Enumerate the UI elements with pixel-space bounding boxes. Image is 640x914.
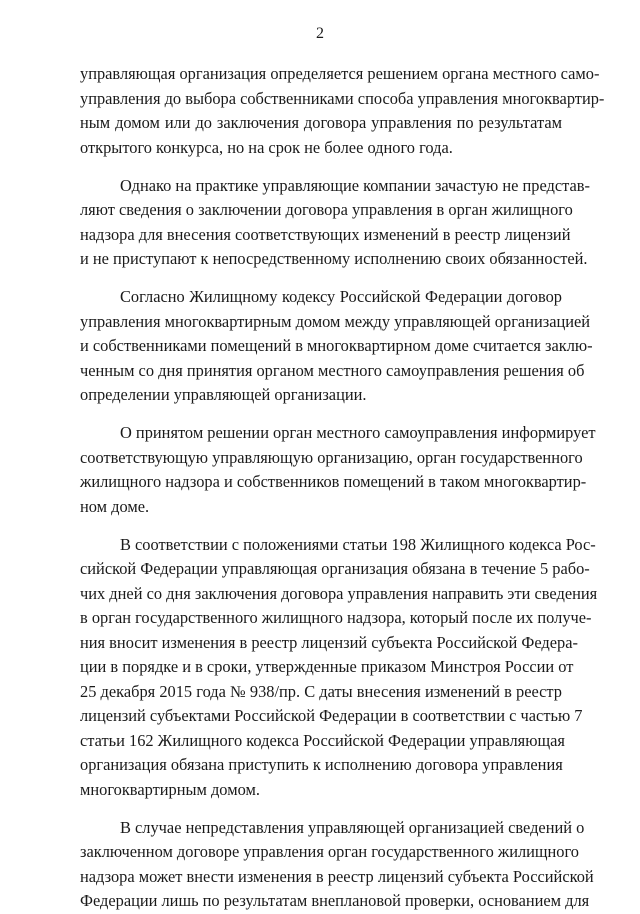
text-line: управляющая организация определяется решением органа местного само-	[80, 64, 600, 83]
paragraph-3	[80, 285, 593, 408]
text-line: заключенном договоре управления орган государственного жилищного	[80, 842, 580, 861]
paragraph-2	[80, 174, 590, 272]
text-line: Согласно Жилищному кодексу Российской Федерации договор	[120, 287, 562, 306]
text-line: управления многоквартирным домом между управляющей организацией	[80, 311, 591, 331]
text-line: ции в порядке и в сроки, утвержденные приказом Минстроя России от	[80, 657, 574, 676]
text-line: ном доме.	[80, 496, 150, 516]
text-line: жилищного надзора и собственников помещений в таком многоквартир-	[80, 472, 587, 491]
text-line: чих дней со дня заключения договора управления направить эти сведения	[80, 583, 598, 603]
paragraph-5	[80, 533, 598, 803]
text-line: надзора может внести изменения в реестр лицензий субъекта Российской	[80, 866, 594, 886]
text-line: и не приступают к непосредственному исполнению своих обязанностей.	[80, 249, 588, 268]
paragraph-4	[80, 421, 596, 519]
text-line: ным домом или до заключения договора управления по результатам	[80, 113, 562, 132]
text-line: ченным со дня принятия органом местного самоуправления решения об	[80, 360, 585, 380]
text-line: статьи 162 Жилищного кодекса Российской Федерации управляющая	[80, 730, 565, 750]
text-line: и собственниками помещений в многоквартирном доме считается заклю-	[80, 336, 593, 355]
document-body	[80, 62, 605, 914]
text-line: сийской Федерации управляющая организация обязана в течение 5 рабо-	[80, 559, 590, 578]
text-line: В случае непредставления управляющей организацией сведений о	[120, 817, 585, 837]
text-line: управления до выбора собственниками способа управления многоквартир-	[80, 88, 605, 108]
text-line: открытого конкурса, но на срок не более одного года.	[80, 137, 453, 157]
text-line: надзора для внесения соответствующих изменений в реестр лицензий	[80, 224, 571, 244]
text-line: в орган государственного жилищного надзора, который после их получе-	[80, 608, 592, 627]
text-line: лицензий субъектами Российской Федерации в соответствии с частью 7	[80, 706, 583, 725]
text-line: определении управляющей организации.	[80, 385, 367, 404]
text-line: В соответствии с положениями статьи 198 Жилищного кодекса Рос-	[120, 534, 596, 554]
paragraph-1	[80, 62, 605, 160]
text-line: соответствующую управляющую организацию, орган государственного	[80, 447, 583, 467]
text-line: многоквартирным домом.	[80, 779, 260, 799]
text-line: Однако на практике управляющие компании зачастую не представ-	[120, 175, 590, 195]
text-line: ляют сведения о заключении договора управления в орган жилищного	[80, 200, 573, 219]
text-line: О принятом решении орган местного самоуправления информирует	[120, 423, 596, 442]
text-line: Федерации лишь по результатам внеплановой проверки, основанием для	[80, 891, 590, 910]
paragraph-6	[80, 816, 594, 914]
page-number: 2	[316, 25, 324, 42]
text-line: 25 декабря 2015 года № 938/пр. С даты внесения изменений в реестр	[80, 681, 562, 701]
text-line: ния вносит изменения в реестр лицензий субъекта Российской Федера-	[80, 632, 578, 652]
text-line: организация обязана приступить к исполнению договора управления	[80, 755, 563, 774]
